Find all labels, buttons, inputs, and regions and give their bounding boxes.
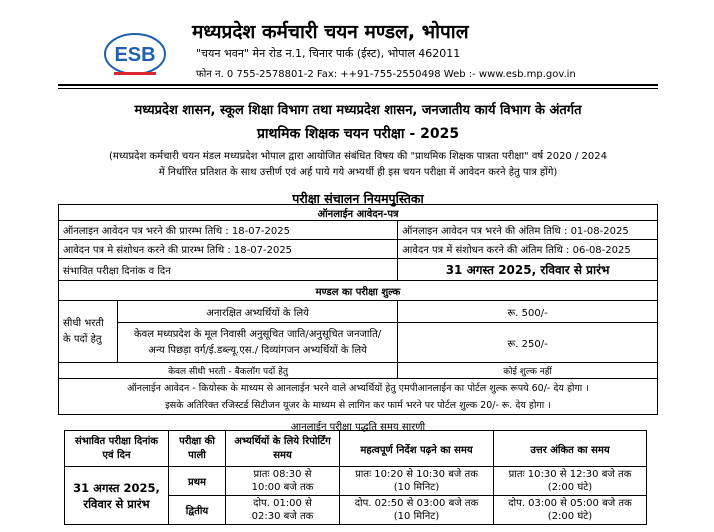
header-instruction-time: महत्वपूर्ण निर्देश पढ़ने का समय — [340, 431, 494, 467]
reporting-second-line-2: 02:30 बजे तक — [251, 511, 314, 522]
online-start-cell — [59, 221, 398, 240]
reporting-second — [226, 496, 340, 525]
portal-fee-note-2: इसके अतिरिक्त रजिस्टर्ड सिटीजन यूजर के माध्यम से लागिन कर फार्म भरने पर पोर्टल शुल्क 20/- रू. देय होगा । — [165, 399, 551, 411]
unreserved-label: अनारक्षित अभ्यर्थियों के लिये — [118, 301, 398, 323]
exam-schedule-table — [64, 430, 647, 525]
reserved-fee: रू. 250/- — [398, 323, 658, 363]
direct-recruitment-label — [59, 301, 118, 363]
backlog-fee: कोई शुल्क नहीं — [398, 363, 658, 379]
schedule-exam-date-line-1: 31 अगस्त 2025, — [73, 480, 160, 495]
direct-recruitment-line-2: के पदों हेतु — [63, 333, 102, 345]
reserved-label — [118, 323, 398, 363]
header-answer-time: उत्तर अंकित का समय — [494, 431, 647, 467]
instruction-first-line-2: (10 मिनिट) — [393, 482, 440, 493]
instruction-second-line-1: दोप. 02:50 से 03:00 बजे तक — [354, 498, 479, 509]
reporting-first — [226, 467, 340, 496]
esb-logo — [100, 32, 170, 78]
exam-date-label: संभावित परीक्षा दिनांक व दिन — [59, 259, 398, 281]
direct-recruitment-line-1: सीधी भरती — [63, 317, 104, 329]
instruction-second — [340, 496, 494, 525]
logo-text: ESB — [114, 44, 156, 66]
shift-second: द्वितीय — [169, 496, 226, 525]
application-fee-table — [58, 204, 658, 415]
correction-start-label: आवेदन पत्र मे संशोधन करने की प्रारम्भ तिथि : — [63, 245, 231, 256]
eligibility-line-1: (मध्यप्रदेश कर्मचारी चयन मंडल मध्यप्रदेश भोपाल द्वारा आयोजित संबंधित विषय की "प्राथमिक शिक्षक पात्रता परीक्षा" वर्ष 2020 / 2024 — [109, 151, 607, 162]
online-start-label: ऑनलाइन आवेदन पत्र भरने की प्रारम्भ तिथि : — [63, 226, 229, 237]
answer-second-line-2: (2:00 घंटे) — [547, 511, 593, 522]
online-end-date: 01-08-2025 — [570, 226, 629, 237]
reporting-first-line-1: प्रातः 08:30 से — [253, 469, 312, 480]
org-title: मध्यप्रदेश कर्मचारी चयन मण्डल, भोपाल — [192, 21, 469, 43]
header-shift: परीक्षा की पाली — [169, 431, 226, 467]
instruction-second-line-2: (10 मिनिट) — [393, 511, 440, 522]
correction-start-date: 18-07-2025 — [233, 245, 293, 256]
header-divider-thin — [58, 88, 658, 89]
header-exam-date: संभावित परीक्षा दिनांक एवं दिन — [65, 431, 169, 467]
exam-date-value: 31 अगस्त 2025, रविवार से प्रारंभ — [398, 259, 658, 281]
online-end-label: ऑनलाइन आवेदन पत्र भरने की अंतिम तिथि : — [402, 226, 568, 237]
shift-first: प्रथम — [169, 467, 226, 496]
reserved-line-2: अन्य पिछड़ा वर्ग/ई.डब्ल्यू.एस./ दिव्यांगजन अभ्यर्थियों के लिये — [148, 344, 367, 356]
online-form-header: ऑनलाईन आवेदन-पत्र — [59, 205, 658, 221]
answer-first-line-1: प्रातः 10:30 से 12:30 बजे तक — [508, 469, 632, 480]
backlog-label: केवल सीधी भरती - बैकलॉग पदों हेतु — [59, 363, 398, 379]
answer-first — [494, 467, 647, 496]
schedule-exam-date-line-2: रविवार से प्रारंभ — [83, 496, 150, 511]
portal-fee-note-1: ऑनलाईन आवेदन - कियोस्क के माध्यम से आनलाईन भरने वाले अभ्यर्थियों हेतु एमपीआनलाईन का पोर्टल शुल्क रूपये 60/- देय होगा । — [127, 382, 589, 394]
answer-second-line-1: दोप. 03:00 से 05:00 बजे तक — [508, 498, 632, 509]
correction-end-date: 06-08-2025 — [572, 245, 631, 256]
reporting-first-line-2: 10:00 बजे तक — [251, 482, 314, 493]
online-end-cell — [398, 221, 658, 240]
dept-line: मध्यप्रदेश शासन, स्कूल शिक्षा विभाग तथा मध्यप्रदेश शासन, जनजातीय कार्य विभाग के अंतर्गत — [134, 103, 582, 118]
online-start-date: 18-07-2025 — [231, 226, 290, 237]
org-address: "चयन भवन" मेन रोड न.1, चिनार पार्क (ईस्ट), भोपाल 462011 — [196, 47, 461, 60]
answer-second — [494, 496, 647, 525]
eligibility-line-2: में निर्धारित प्रतिशत के साथ उत्तीर्ण एवं अर्ह पाये गये अभ्यर्थी ही इस चयन परीक्षा में आवेदन करने हेतु पात्र होंगे) — [158, 167, 558, 178]
correction-end-label: आवेदन पत्र में संशोधन करने की अंतिम तिथि : — [402, 245, 570, 256]
header-reporting-time: अभ्यर्थियों के लिये रिपोर्टिंग समय — [226, 431, 340, 467]
fee-header: मण्डल का परीक्षा शुल्क — [59, 281, 658, 301]
exam-title: प्राथमिक शिक्षक चयन परीक्षा - 2025 — [256, 126, 460, 142]
instruction-first — [340, 467, 494, 496]
portal-fee-note — [59, 379, 658, 415]
correction-start-cell — [59, 240, 398, 259]
header-divider — [58, 84, 658, 86]
org-contact: फोन न. 0 755-2578801-2 Fax: ++91-755-2550498 Web :- www.esb.mp.gov.in — [196, 69, 576, 80]
reporting-second-line-1: दोप. 01:00 से — [253, 498, 312, 509]
answer-first-line-2: (2:00 घंटे) — [547, 482, 593, 493]
unreserved-fee: रू. 500/- — [398, 301, 658, 323]
booklet-title: परीक्षा संचालन नियमपुस्तिका — [292, 191, 424, 206]
schedule-exam-date — [65, 467, 169, 525]
correction-end-cell — [398, 240, 658, 259]
reserved-line-1: केवल मध्यप्रदेश के मूल निवासी अनुसूचित जाति/अनुसूचित जनजाति/ — [133, 328, 382, 340]
instruction-first-line-1: प्रातः 10:20 से 10:30 बजे तक — [355, 469, 478, 480]
schedule-title: आनलाईन परीक्षा पद्धति समय सारणी — [290, 422, 426, 433]
